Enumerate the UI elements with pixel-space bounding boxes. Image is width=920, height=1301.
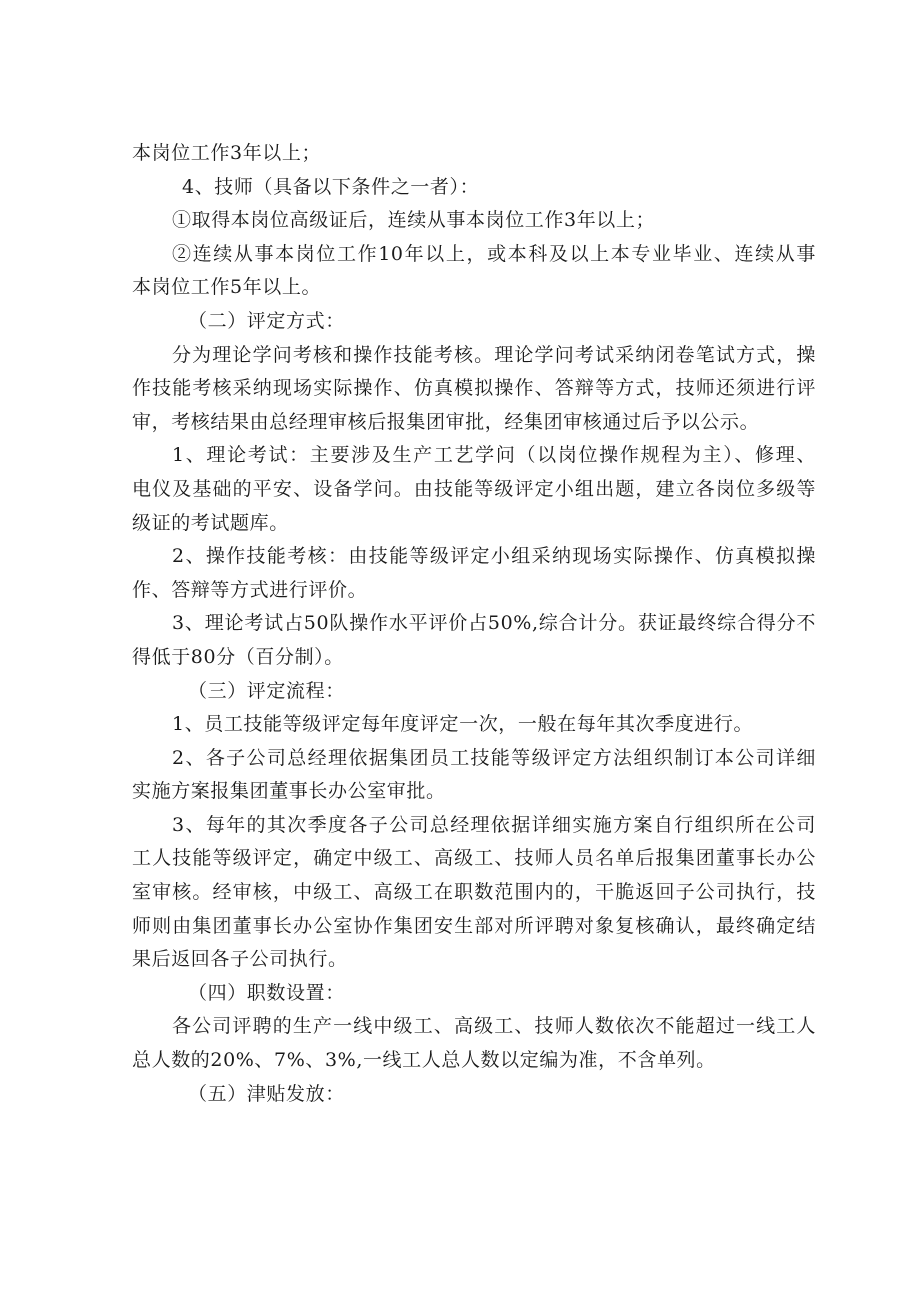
text-line: ②连续从事本岗位工作10年以上，或本科及以上本专业毕业、连续从事 — [172, 242, 816, 265]
text-line: 得低于80分（百分制）。 — [132, 645, 344, 668]
text-line: 实施方案报集团董事长办公室审批。 — [132, 780, 446, 803]
text-line: 4、技师（具备以下条件之一者）： — [182, 175, 480, 198]
text-line: 3、理论考试占50队操作水平评价占50%,综合计分。获证最终综合得分不 — [172, 612, 816, 635]
text-line: 本岗位工作5年以上。 — [132, 276, 322, 299]
text-line: 3、每年的其次季度各子公司总经理依据详细实施方案自行组织所在公司 — [172, 813, 816, 836]
text-line: 各公司评聘的生产一线中级工、高级工、技师人数依次不能超过一线工人 — [172, 1015, 816, 1038]
text-line: 工人技能等级评定，确定中级工、高级工、技师人员名单后报集团董事长办公 — [132, 847, 816, 870]
text-line: 2、各子公司总经理依据集团员工技能等级评定方法组织制订本公司详细 — [172, 746, 816, 769]
text-line: 1、理论考试：主要涉及生产工艺学问（以岗位操作规程为主）、修理、 — [172, 444, 816, 467]
section-heading: （五）津贴发放： — [188, 1082, 345, 1105]
text-line: 2、操作技能考核：由技能等级评定小组采纳现场实际操作、仿真模拟操 — [172, 545, 816, 568]
text-line: 电仪及基础的平安、设备学问。由技能等级评定小组出题，建立各岗位多级等 — [132, 477, 816, 500]
text-line: 分为理论学问考核和操作技能考核。理论学问考试采纳闭卷笔试方式，操 — [172, 343, 816, 366]
text-line: 室审核。经审核，中级工、高级工在职数范围内的，干脆返回子公司执行，技 — [132, 881, 816, 904]
text-line: 作、答辩等方式进行评价。 — [132, 578, 368, 601]
text-line: ①取得本岗位高级证后，连续从事本岗位工作3年以上； — [172, 209, 656, 232]
section-heading: （三）评定流程： — [188, 679, 345, 702]
section-heading: （四）职数设置： — [188, 981, 345, 1004]
text-line: 作技能考核采纳现场实际操作、仿真模拟操作、答辩等方式，技师还须进行评 — [132, 377, 816, 400]
text-line: 师则由集团董事长办公室协作集团安生部对所评聘对象复核确认，最终确定结 — [132, 914, 816, 937]
text-line: 审，考核结果由总经理审核后报集团审批，经集团审核通过后予以公示。 — [132, 410, 760, 433]
text-line: 1、员工技能等级评定每年度评定一次，一般在每年其次季度进行。 — [172, 713, 754, 736]
text-line: 本岗位工作3年以上； — [132, 142, 322, 164]
text-line: 总人数的20%、7%、3%,一线工人总人数以定编为准，不含单列。 — [132, 1049, 716, 1072]
text-line: 果后返回各子公司执行。 — [132, 948, 348, 971]
section-heading: （二）评定方式： — [188, 309, 345, 332]
text-line: 级证的考试题库。 — [132, 511, 289, 534]
document-body — [132, 137, 816, 1111]
